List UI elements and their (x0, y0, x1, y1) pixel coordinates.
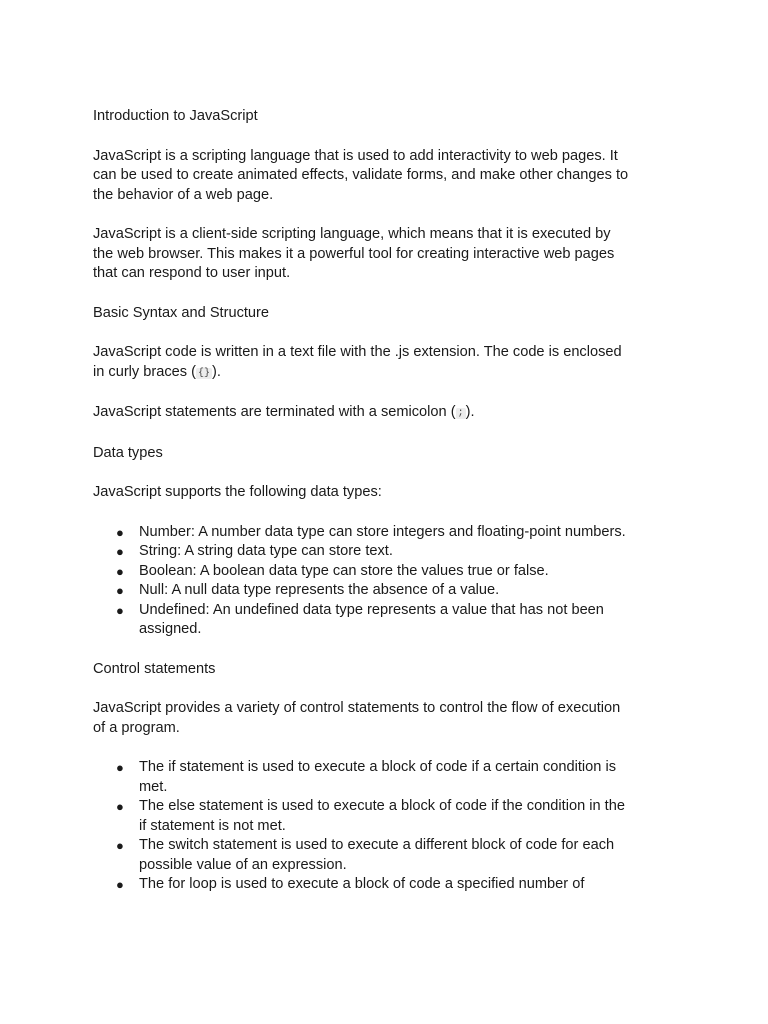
control-statements-list (93, 758, 633, 895)
section-heading-data-types: Data types (93, 444, 163, 461)
list-item-text: String: A string data type can store text. (139, 543, 393, 559)
paragraph-syntax-1 (93, 343, 633, 383)
paragraph-control-intro: JavaScript provides a variety of control statements to control the flow of execution of a program. (93, 700, 621, 736)
list-item (93, 601, 633, 640)
paragraph-data-types-intro: JavaScript supports the following data types: (93, 484, 382, 500)
list-item-text: The if statement is used to execute a block of code if a certain condition is met. (139, 759, 616, 795)
list-item (93, 542, 633, 562)
bullet-icon: ● (116, 877, 124, 892)
list-item (93, 562, 633, 582)
paragraph-syntax-2 (93, 403, 633, 424)
list-item (93, 523, 633, 543)
list-item (93, 797, 633, 836)
list-item-text: Undefined: An undefined data type represents a value that has not been assigned. (139, 601, 604, 637)
paragraph-syntax-2-text-before: JavaScript statements are terminated with a semicolon ( (93, 404, 456, 420)
paragraph-intro-2: JavaScript is a client-side scripting language, which means that it is executed by the web browser. This makes it a powerful tool for creating interactive web pages that can respond to user input. (93, 226, 615, 281)
data-types-list (93, 523, 633, 640)
paragraph-syntax-1-text-before: JavaScript code is written in a text file with the .js extension. The code is enclosed in curly braces ( (93, 344, 622, 380)
section-heading-introduction: Introduction to JavaScript (93, 108, 258, 124)
bullet-icon: ● (116, 760, 124, 775)
bullet-icon: ● (116, 602, 124, 618)
list-item-text: Boolean: A boolean data type can store the values true or false. (139, 562, 549, 579)
list-item-text: Number: A number data type can store integers and floating-point numbers. (139, 523, 626, 540)
section-heading-control-statements: Control statements (93, 660, 216, 677)
bullet-icon: ● (116, 838, 124, 853)
bullet-icon: ● (116, 563, 124, 579)
bullet-icon: ● (116, 544, 124, 559)
bullet-icon: ● (116, 524, 124, 540)
bullet-icon: ● (116, 583, 124, 598)
paragraph-syntax-2-text-after: ). (465, 404, 475, 420)
document-page (93, 107, 633, 915)
list-item-text: The switch statement is used to execute a different block of code for each possible value of an expression. (139, 837, 615, 873)
section-heading-syntax: Basic Syntax and Structure (93, 304, 270, 321)
list-item (93, 836, 633, 875)
paragraph-syntax-1-text-after: ). (212, 363, 221, 380)
paragraph-intro-1: JavaScript is a scripting language that is used to add interactivity to web pages. It can be used to create animated effects, validate forms, and make other changes to the behavior of a web page. (93, 147, 629, 203)
code-semicolon: ; (457, 408, 464, 419)
list-item-text: The for loop is used to execute a block of code a specified number of (139, 876, 585, 892)
list-item-text: The else statement is used to execute a block of code if the condition in the if statement is not met. (139, 798, 625, 834)
bullet-icon: ● (116, 799, 124, 814)
list-item-text: Null: A null data type represents the absence of a value. (139, 582, 500, 598)
code-curly-braces: {} (198, 367, 211, 379)
list-item (93, 875, 633, 895)
list-item (93, 758, 633, 797)
list-item (93, 581, 633, 601)
